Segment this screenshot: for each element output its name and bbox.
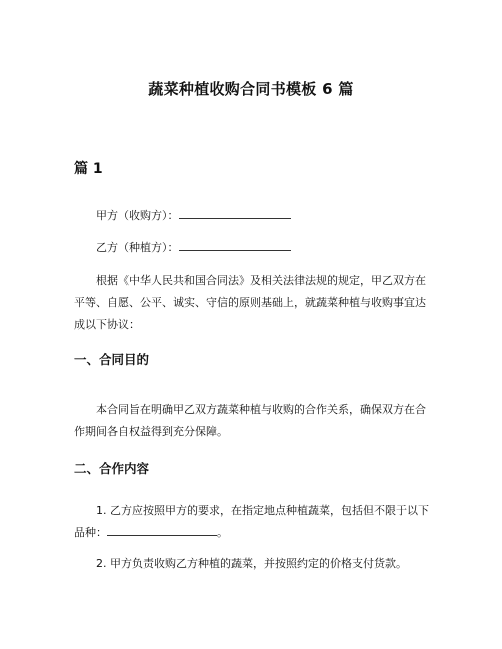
intro-paragraph: 根据《中华人民共和国合同法》及相关法律法规的规定，甲乙双方在平等、自愿、公平、诚实、守信的原则基础上，就蔬菜种植与收购事宜达成以下协议： [74,274,426,331]
cooperation-item-1 [74,500,434,544]
heading-contract-purpose: 一、合同目的 [74,352,150,367]
party-b-line [96,237,291,259]
party-a-line [96,205,291,227]
document-title: 蔬菜种植收购合同书模板 6 篇 [148,80,354,98]
item-1-period: 。 [217,526,228,539]
heading-cooperation-content: 二、合作内容 [74,461,150,476]
cooperation-item-2: 2. 甲方负责收购乙方种植的蔬菜，并按照约定的价格支付货款。 [96,557,407,570]
party-a-label: 甲方（收购方）： [96,209,179,222]
party-a-blank [179,208,291,219]
item-1-text: 1. 乙方应按照甲方的要求，在指定地点种植蔬菜，包括但不限于以下品种： [74,504,429,539]
party-b-label: 乙方（种植方）： [96,241,179,254]
party-b-blank [179,240,291,251]
section-label: 篇 1 [74,161,103,177]
vegetable-varieties-blank [107,525,217,536]
purpose-paragraph: 本合同旨在明确甲乙双方蔬菜种植与收购的合作关系，确保双方在合作期间各自权益得到充分保障。 [74,403,426,438]
